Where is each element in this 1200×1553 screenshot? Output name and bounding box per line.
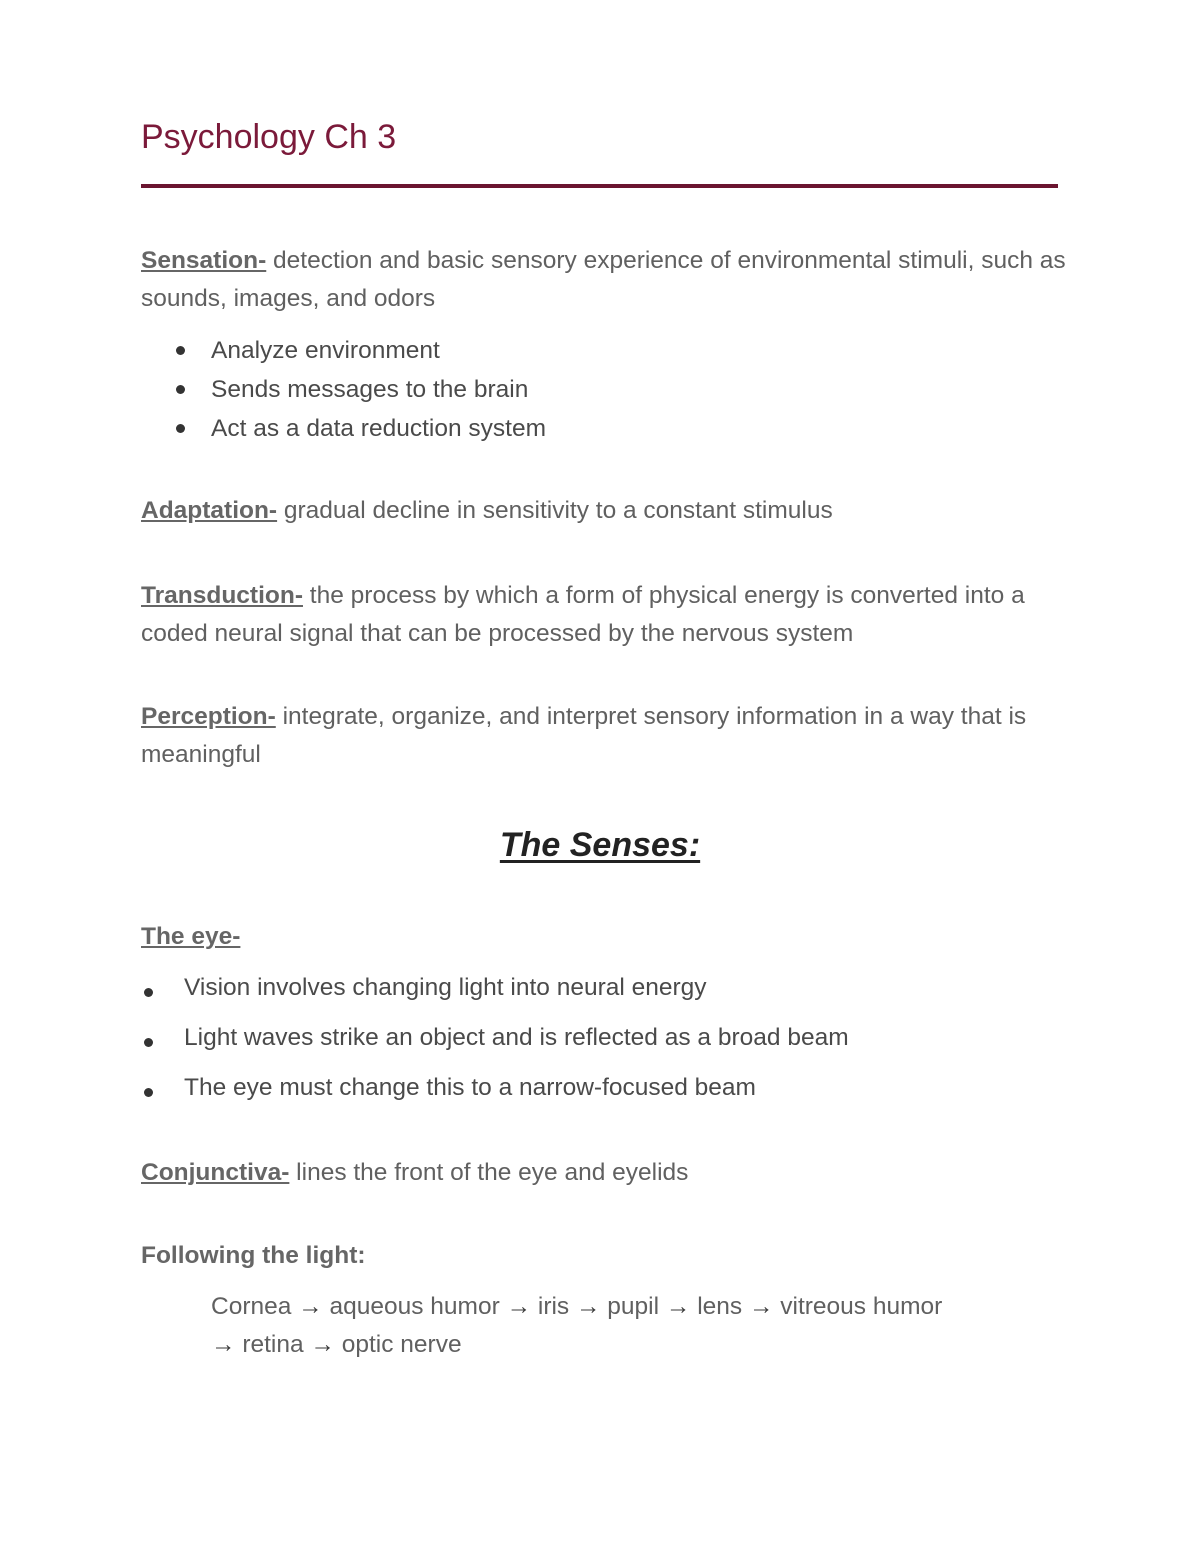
- transduction-term: Transduction-: [141, 582, 303, 609]
- right-arrow-icon: →: [310, 1331, 335, 1358]
- list-item-text: Sends messages to the brain: [211, 376, 529, 403]
- list-item-text: The eye must change this to a narrow-focused beam: [184, 1074, 756, 1101]
- list-item-text: Analyze environment: [211, 337, 440, 364]
- bullet-icon: [176, 346, 185, 355]
- sensation-bullet-list: [211, 331, 546, 448]
- perception-text: integrate, organize, and interpret sensory information in a way that is meaningful: [141, 703, 1027, 768]
- eye-bullet-list: [184, 968, 849, 1118]
- bullet-icon: [144, 1088, 153, 1097]
- transduction-definition: [141, 577, 1066, 653]
- list-item: [184, 1018, 849, 1068]
- light-path-step: Cornea: [211, 1293, 292, 1320]
- conjunctiva-definition: [141, 1154, 1066, 1192]
- sensation-text: detection and basic sensory experience of environmental stimuli, such as sounds, images, and odors: [141, 247, 1066, 312]
- right-arrow-icon: →: [298, 1293, 323, 1320]
- list-item-text: Vision involves changing light into neural energy: [184, 974, 707, 1001]
- bullet-icon: [144, 1038, 153, 1047]
- adaptation-text: gradual decline in sensitivity to a constant stimulus: [277, 497, 833, 524]
- light-path-step: optic nerve: [341, 1331, 462, 1358]
- bullet-icon: [176, 385, 185, 394]
- right-arrow-icon: →: [506, 1293, 532, 1320]
- list-item: [211, 331, 546, 370]
- light-path: [211, 1288, 1051, 1364]
- light-path-step: aqueous humor: [329, 1293, 500, 1320]
- list-item: [184, 968, 849, 1018]
- light-path-step: retina: [242, 1331, 304, 1358]
- light-path-step: vitreous humor: [780, 1293, 943, 1320]
- bullet-icon: [176, 424, 185, 433]
- eye-term: The eye-: [141, 923, 241, 950]
- list-item: [211, 409, 546, 448]
- page-title: Psychology Ch 3: [141, 118, 397, 156]
- list-item: [211, 370, 546, 409]
- list-item-text: Act as a data reduction system: [211, 415, 546, 442]
- following-light-heading: [141, 1237, 1066, 1275]
- list-item-text: Light waves strike an object and is reflected as a broad beam: [184, 1024, 849, 1051]
- perception-term: Perception-: [141, 703, 276, 730]
- right-arrow-icon: →: [748, 1293, 774, 1320]
- sensation-definition: [141, 242, 1066, 318]
- eye-heading: [141, 918, 1066, 956]
- light-path-step: lens: [697, 1293, 743, 1320]
- adaptation-definition: [141, 492, 1066, 530]
- adaptation-term: Adaptation-: [141, 497, 278, 524]
- light-path-step: iris: [537, 1293, 570, 1320]
- perception-definition: [141, 698, 1066, 774]
- title-divider: [141, 184, 1058, 188]
- transduction-text: the process by which a form of physical energy is converted into a coded neural signal that can be processed by the nervous system: [141, 582, 1025, 647]
- sensation-term: Sensation-: [141, 247, 267, 274]
- conjunctiva-term: Conjunctiva-: [141, 1159, 290, 1186]
- list-item: [184, 1068, 849, 1118]
- light-path-step: pupil: [607, 1293, 660, 1320]
- right-arrow-icon: →: [665, 1293, 691, 1320]
- following-light-heading-text: Following the light:: [141, 1242, 366, 1269]
- section-heading-text: The Senses:: [499, 826, 701, 864]
- right-arrow-icon: →: [211, 1331, 236, 1358]
- conjunctiva-text: lines the front of the eye and eyelids: [289, 1159, 689, 1186]
- section-heading-senses: [0, 826, 1200, 865]
- bullet-icon: [144, 988, 153, 997]
- right-arrow-icon: →: [575, 1293, 601, 1320]
